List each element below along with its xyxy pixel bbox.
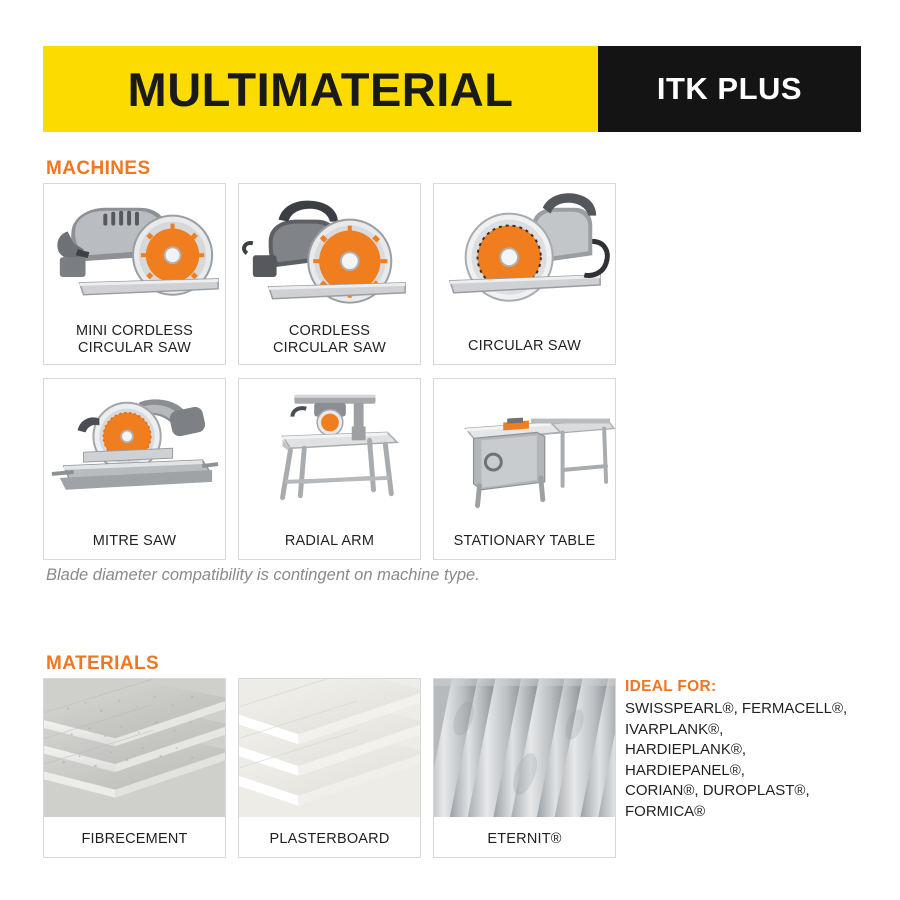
radial-arm-saw-icon (239, 379, 420, 533)
material-card-label: FIBRECEMENT (81, 831, 188, 847)
page-title: MULTIMATERIAL (127, 62, 514, 116)
mitre-saw-icon (44, 379, 225, 533)
fibrecement-boards-icon (44, 679, 225, 831)
material-card-label: ETERNIT® (487, 831, 562, 847)
ideal-for-line: CORIAN®, DUROPLAST®, (625, 782, 810, 799)
ideal-for-list (625, 699, 875, 822)
machine-card-stationary-table (433, 378, 616, 560)
machine-card-label-line2: CIRCULAR SAW (272, 340, 387, 356)
machine-card-radial-arm (238, 378, 421, 560)
material-card-label: PLASTERBOARD (269, 831, 390, 847)
ideal-for-block (625, 678, 875, 822)
machine-card-label-line1: CORDLESS (288, 323, 371, 339)
machine-card-label (239, 533, 420, 559)
ideal-for-line: HARDIEPANEL®, (625, 761, 745, 779)
machine-card-label (44, 323, 225, 364)
product-line-badge: ITK PLUS (656, 71, 803, 106)
material-card-fibrecement (43, 678, 226, 858)
ideal-for-line: FORMICA® (625, 802, 706, 820)
machine-card-cordless-circular-saw (238, 183, 421, 365)
ideal-for-line: IVARPLANK®, (625, 720, 724, 738)
machine-card-label-line1: CIRCULAR SAW (467, 338, 582, 354)
machine-card-label (434, 338, 615, 364)
stationary-table-saw-icon (434, 379, 615, 533)
machine-card-mini-cordless-circular-saw (43, 183, 226, 365)
machine-card-label-line1: STATIONARY TABLE (453, 533, 596, 549)
material-card-plasterboard (238, 678, 421, 858)
machine-card-label-line1: MINI CORDLESS (75, 323, 193, 339)
machines-section-heading: MACHINES (46, 158, 151, 179)
machine-card-label-line1: MITRE SAW (92, 533, 177, 549)
machine-card-label (434, 533, 615, 559)
header-subtitle-block (598, 46, 861, 132)
machines-grid-row-1 (43, 183, 616, 365)
machine-card-mitre-saw (43, 378, 226, 560)
header-banner (43, 46, 861, 132)
machines-grid-row-2 (43, 378, 616, 560)
circular-saw-icon (434, 184, 615, 338)
machine-card-label (239, 323, 420, 364)
ideal-for-title: IDEAL FOR: (625, 678, 717, 695)
cordless-circular-saw-icon (239, 184, 420, 323)
ideal-for-line: SWISSPEARL®, FERMACELL®, (625, 700, 848, 717)
machine-card-label-line2: CIRCULAR SAW (77, 340, 192, 356)
ideal-for-line: HARDIEPLANK®, (625, 741, 747, 758)
materials-grid (43, 678, 616, 858)
mini-cordless-circular-saw-icon (44, 184, 225, 323)
blade-compatibility-footnote: Blade diameter compatibility is contingent on machine type. (46, 566, 480, 584)
machine-card-circular-saw (433, 183, 616, 365)
material-card-eternit (433, 678, 616, 858)
machine-card-label (44, 533, 225, 559)
materials-section-heading: MATERIALS (46, 653, 160, 674)
corrugated-sheet-icon (434, 679, 615, 831)
plasterboard-sheets-icon (239, 679, 420, 831)
header-title-block (43, 46, 598, 132)
machine-card-label-line1: RADIAL ARM (284, 533, 375, 549)
